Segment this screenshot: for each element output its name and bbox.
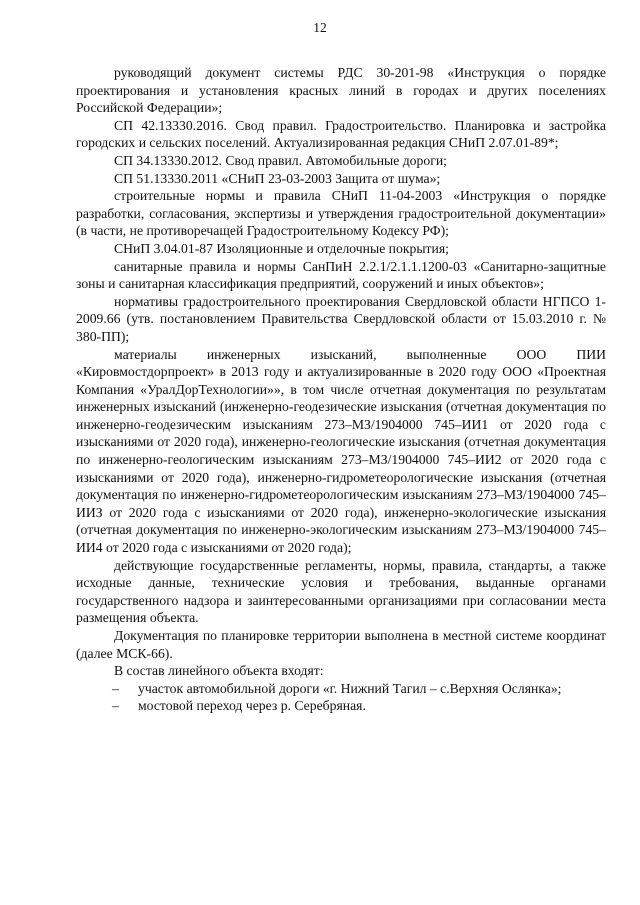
list-item-text: мостовой переход через р. Серебряная. bbox=[138, 698, 366, 714]
list-item-text: участок автомобильной дороги «г. Нижний Тагил – с.Верхняя Ослянка»; bbox=[138, 680, 562, 696]
page-number: 12 bbox=[313, 20, 327, 35]
paragraph-surveys: материалы инженерных изысканий, выполненные ООО ПИИ «Кировмостдорпроект» в 2013 году и актуализированные в 2020 году ООО «Проектная Компания «УралДорТехнологии»», в том числе отчетная документация по результатам инженерных изысканий (инженерно-геодезические изыскания (отчетная документация по инженерно-геодезическим изысканиям 273–МЗ/1904000 745–ИИ1 от 2020 года с изысканиями от 2020 года), инженерно-геологические изыскания (отчетная документация по инженерно-геологическим изысканиям 273–МЗ/1904000 745–ИИ2 от 2020 года с изысканиями от 2020 года), инженерно-гидрометеорологические изыскания (отчетная документация по инженерно-гидрометеорологическим изысканиям 273–МЗ/1904000 745–ИИЗ от 2020 года с изысканиями от 2020 года), инженерно-экологические изыскания (отчетная документация по инженерно-экологическим изысканиям 273–МЗ/1904000 745–ИИ4 от 2020 года с изысканиями от 2020 года); bbox=[76, 346, 606, 556]
paragraph-snip-11: строительные нормы и правила СНиП 11-04-2003 «Инструкция о порядке разработки, согласования, экспертизы и утверждения градостроительной документации» (в части, не противоречащей Градостроительному Кодексу РФ); bbox=[76, 188, 606, 239]
paragraph-coordinate-system: Документация по планировке территории выполнена в местной системе координат (далее МСК-66). bbox=[76, 628, 606, 661]
paragraph-object-composition: В состав линейного объекта входят: bbox=[114, 663, 324, 679]
paragraph-ngpso: нормативы градостроительного проектирования Свердловской области НГПСО 1-2009.66 (утв. постановлением Правительства Свердловской области от 15.03.2010 г. № 380-ПП); bbox=[76, 293, 606, 344]
list-marker: – bbox=[112, 680, 119, 696]
paragraph-sp-51: СП 51.13330.2011 «СНиП 23-03-2003 Защита от шума»; bbox=[114, 170, 441, 186]
list-item bbox=[76, 680, 606, 698]
paragraph-rds: руководящий документ системы РДС 30-201-98 «Инструкция о порядке проектирования и установления красных линий в городах и других поселениях Российской Федерации»; bbox=[76, 65, 606, 116]
list-item bbox=[76, 697, 606, 715]
paragraph-snip-3: СНиП 3.04.01-87 Изоляционные и отделочные покрытия; bbox=[114, 240, 449, 256]
list-marker: – bbox=[112, 698, 119, 714]
paragraph-sanpin: санитарные правила и нормы СанПиН 2.2.1/2.1.1.1200-03 «Санитарно-защитные зоны и санитарная классификация предприятий, сооружений и иных объектов»; bbox=[76, 258, 606, 292]
document-body bbox=[76, 64, 606, 715]
paragraph-sp-34: СП 34.13330.2012. Свод правил. Автомобильные дороги; bbox=[114, 152, 447, 168]
paragraph-regulations: действующие государственные регламенты, нормы, правила, стандарты, а также исходные данные, технические условия и требования, выданные органами государственного надзора и заинтересованными организациями при согласовании места размещения объекта. bbox=[76, 557, 606, 626]
paragraph-sp-42: СП 42.13330.2016. Свод правил. Градостроительство. Планировка и застройка городских и сельских поселений. Актуализированная редакция СНиП 2.07.01-89*; bbox=[76, 117, 606, 151]
